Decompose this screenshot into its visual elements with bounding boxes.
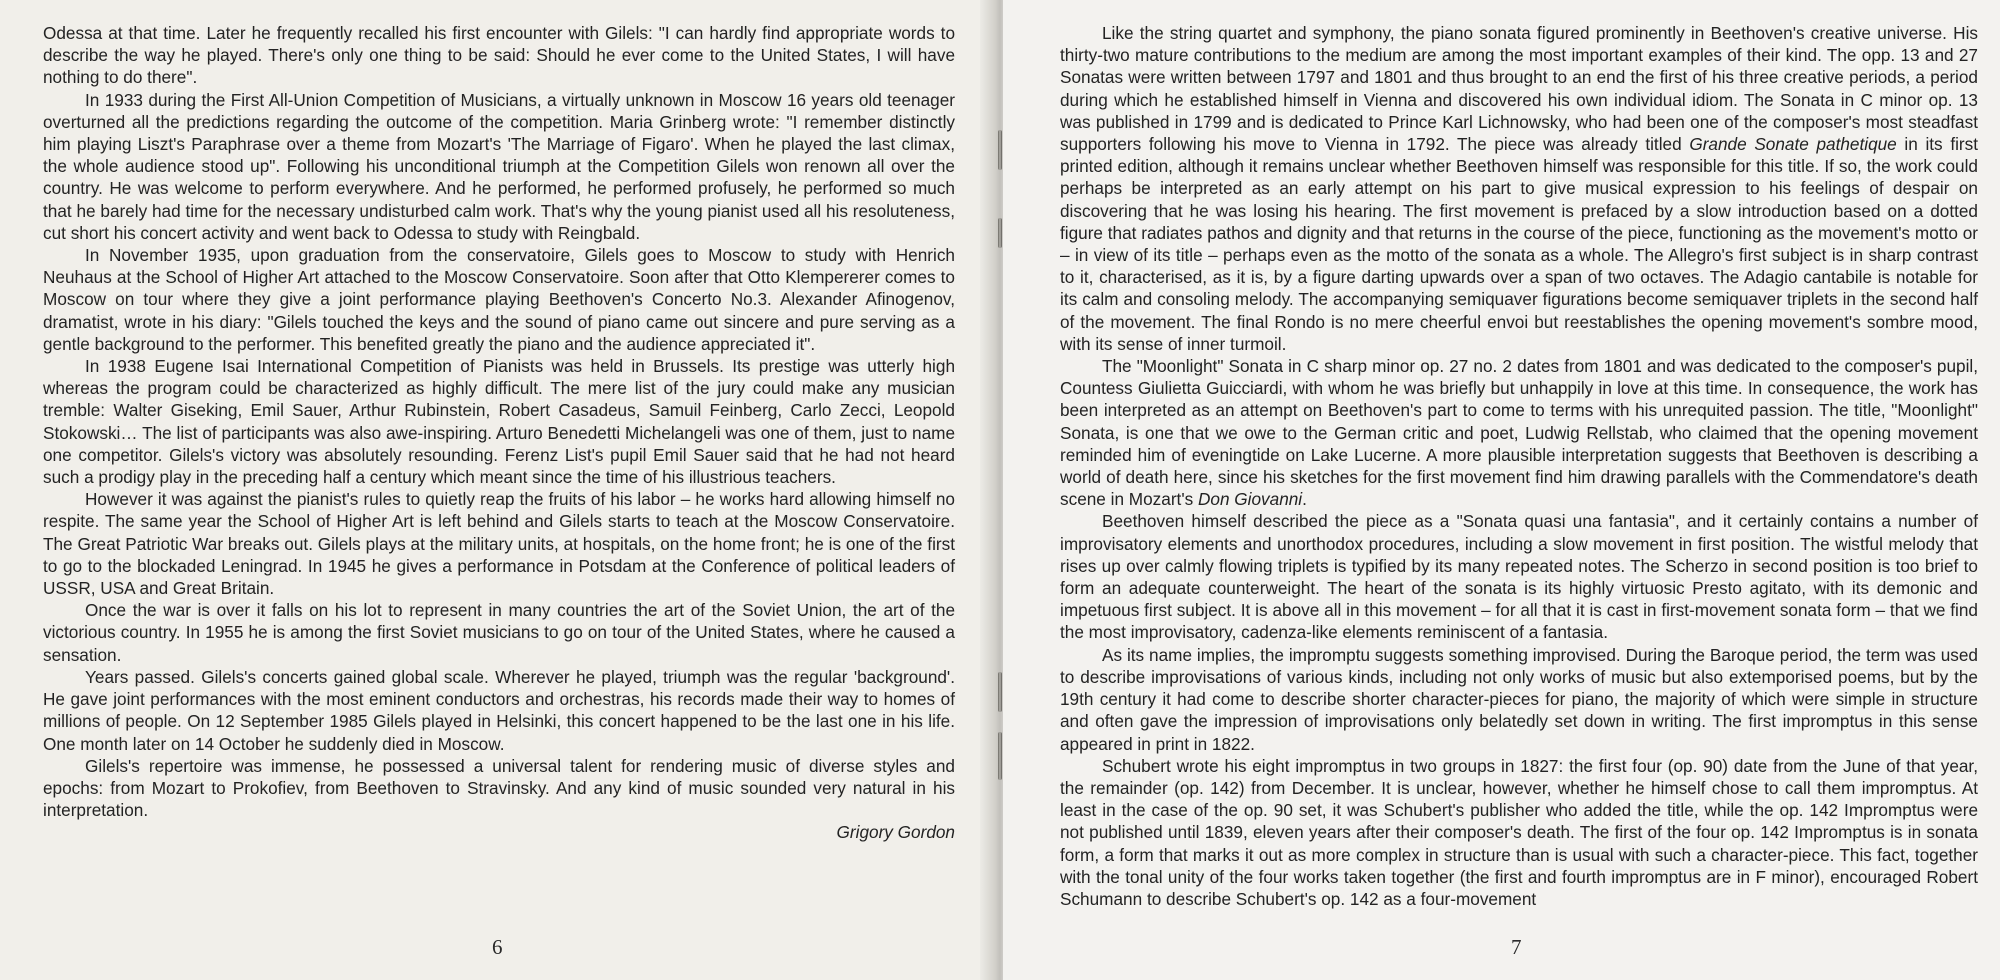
author-signature: Grigory Gordon — [836, 822, 955, 843]
italic-title: Grande Sonate pathetique — [1689, 134, 1897, 155]
staple — [998, 130, 1002, 170]
staple — [998, 218, 1002, 248]
text-run: in its first printed edition, although it remains unclear whether Beethoven himself was responsible for this title. If so, the work could perhaps be interpreted as an early attempt on his part to give musical expression to his feelings of despair on discovering that he was losing his hearing. The first movement is prefaced by a slow introduction based on a dotted figure that radiates pathos and dignity and that returns in the course of the piece, functioning as the movement's motto or – in view of its title – perhaps even as the motto of the sonata as a whole. The Allegro's first subject is in sharp contrast to it, characterised, as it is, by a figure darting upwards over a span of two octaves. The Adagio cantabile is notable for its calm and consoling melody. The accompanying semiquaver figurations become semiquaver triplets in the second half of the movement. The final Rondo is no mere cheerful envoi but reestablishes the opening movement's sombre mood, with its sense of inner turmoil. — [1060, 134, 1979, 354]
paragraph: In 1933 during the First All-Union Competition of Musicians, a virtually unknown in Moscow 16 years old teenager overturned all the predictions regarding the outcome of the competition. Maria Grinberg wrote: "I remember distinctly him playing Liszt's Paraphrase over a theme from Mozart's 'The Marriage of Figaro'. When he played the last climax, the whole audience stood up". Following his unconditional triumph at the Competition Gilels won renown all over the country. He was welcome to perform everywhere. And he performed, he performed profusely, he performed so much that he barely had time for the necessary undisturbed calm work. That's why the young pianist used all his resoluteness, cut short his concert activity and went back to Odessa to study with Reingbald. — [43, 89, 955, 243]
page-number: 7 — [1511, 935, 1522, 959]
right-page-text — [1060, 22, 1978, 910]
staple — [998, 672, 1002, 712]
paragraph: Schubert wrote his eight impromptus in two groups in 1827: the first four (op. 90) date from the June of that year, the remainder (op. 142) from December. It is unclear, however, whether he himself chose to call them impromptus. At least in the case of the op. 90 set, it was Schubert's publisher who added the title, while the op. 142 Impromptus were not published until 1839, eleven years after their composer's death. The first of the four op. 142 Impromptus is in sonata form, a form that marks it out as more complex in structure than is usual with such a character-piece. This fact, together with the tonal unity of the four works taken together (the first and fourth impromptus are in F minor), encouraged Robert Schumann to describe Schubert's op. 142 as a four-movement — [1060, 755, 1978, 909]
paragraph — [1060, 355, 1978, 510]
paragraph: Years passed. Gilels's concerts gained global scale. Wherever he played, triumph was the regular 'background'. He gave joint performances with the most eminent conductors and orchestras, his records made their way to homes of millions of people. On 12 September 1985 Gilels played in Helsinki, this concert happened to be the last one in his life. One month later on 14 October he suddenly died in Moscow. — [43, 666, 955, 754]
left-page — [0, 0, 995, 980]
left-page-text — [43, 22, 955, 844]
paragraph: Odessa at that time. Later he frequently recalled his first encounter with Gilels: "I can hardly find appropriate words to describe the way he played. There's only one thing to be said: Should he ever come to the United States, I will have nothing to do there". — [43, 23, 955, 88]
paragraph: In 1938 Eugene Isai International Competition of Pianists was held in Brussels. Its prestige was utterly high whereas the program could be characterized as highly difficult. The mere list of the jury could make any musician tremble: Walter Giseking, Emil Sauer, Arthur Rubinstein, Robert Casadeus, Samuil Feinberg, Carlo Zecci, Leopold Stokowski… The list of participants was also awe-inspiring. Arturo Benedetti Michelangeli was one of them, just to name one competitor. Gilels's victory was absolutely resounding. Ferenz List's pupil Emil Sauer said that he had not heard such a prodigy play in the preceding half a century which meant since the time of his illustrious teachers. — [43, 356, 955, 488]
staple — [998, 732, 1002, 780]
paragraph: Beethoven himself described the piece as a "Sonata quasi una fantasia", and it certainly contains a number of improvisatory elements and unorthodox procedures, including a slow movement in first position. The wistful melody that rises up over calmly flowing triplets is typified by its many repeated notes. The Scherzo in second position is too brief to form an adequate counterweight. The heart of the sonata is its highly virtuosic Presto agitato, with its demonic and impetuous first subject. It is above all in this movement – for all that it is cast in first-movement sonata form – that we find the most improvisatory, cadenza-like elements reminiscent of a fantasia. — [1060, 511, 1978, 643]
paragraph: However it was against the pianist's rules to quietly reap the fruits of his labor – he works hard allowing himself no respite. The same year the School of Higher Art is left behind and Gilels starts to teach at the Moscow Conservatoire. The Great Patriotic War breaks out. Gilels plays at the military units, at hospitals, on the home front; he is one of the first to go to the blockaded Leningrad. In 1945 he gives a performance in Potsdam at the Conference of political leaders of USSR, USA and Great Britain. — [43, 489, 955, 599]
paragraph: Once the war is over it falls on his lot to represent in many countries the art of the Soviet Union, the art of the victorious country. In 1955 he is among the first Soviet musicians to go on tour of the United States, where he caused a sensation. — [43, 600, 955, 665]
italic-title: Don Giovanni — [1197, 489, 1303, 510]
paragraph: Gilels's repertoire was immense, he possessed a universal talent for rendering music of diverse styles and epochs: from Mozart to Prokofiev, from Beethoven to Stravinsky. And any kind of music sounded very natural in his interpretation. — [43, 755, 955, 821]
right-page — [1003, 0, 2000, 980]
text-run: . — [1302, 489, 1307, 510]
text-run: Like the string quartet and symphony, the piano sonata figured prominently in Beethoven's creative universe. His thirty-two mature contributions to the medium are among the most important examples of their kind. The opp. 13 and 27 Sonatas were written between 1797 and 1801 and thus brought to an end the first of his three creative periods, a period during which he established himself in Vienna and discovered his own individual idiom. The Sonata in C minor op. 13 was published in 1799 and is dedicated to Prince Karl Lichnowsky, who had been one of the composer's most steadfast supporters following his move to Vienna in 1792. The piece was already titled — [1060, 23, 1978, 155]
paragraph — [1060, 22, 1978, 355]
text-run: The "Moonlight" Sonata in C sharp minor op. 27 no. 2 dates from 1801 and was dedicated to the composer's pupil, Countess Giulietta Guicciardi, with whom he was briefly but unhappily in love at this time. In consequence, the work has been interpreted as an attempt on Beethoven's part to come to terms with his unrequited passion. The title, "Moonlight" Sonata, is one that we owe to the German critic and poet, Ludwig Rellstab, who claimed that the opening movement reminded him of eveningtide on Lake Lucerne. A more plausible interpretation suggests that Beethoven is describing a world of death here, since his sketches for the first movement find him drawing parallels with the Commendatore's death scene in Mozart's — [1060, 356, 1978, 510]
paragraph: As its name implies, the impromptu suggests something improvised. During the Baroque period, the term was used to describe improvisations of various kinds, including not only works of music but also extemporised poems, but by the 19th century it had come to describe shorter character-pieces for piano, the majority of which were simple in structure and often gave the impression of improvisations only belatedly set down in writing. The first impromptus in this sense appeared in print in 1822. — [1060, 644, 1978, 754]
page-number: 6 — [492, 935, 503, 959]
paragraph: In November 1935, upon graduation from the conservatoire, Gilels goes to Moscow to study with Henrich Neuhaus at the School of Higher Art attached to the Moscow Conservatoire. Soon after that Otto Klempererer comes to Moscow on tour where they give a joint performance playing Beethoven's Concerto No.3. Alexander Afinogenov, dramatist, wrote in his diary: "Gilels touched the keys and the sound of piano came out sincere and pure serving as a gentle background to the performer. This benefited greatly the piano and the audience appreciated it". — [43, 245, 955, 354]
